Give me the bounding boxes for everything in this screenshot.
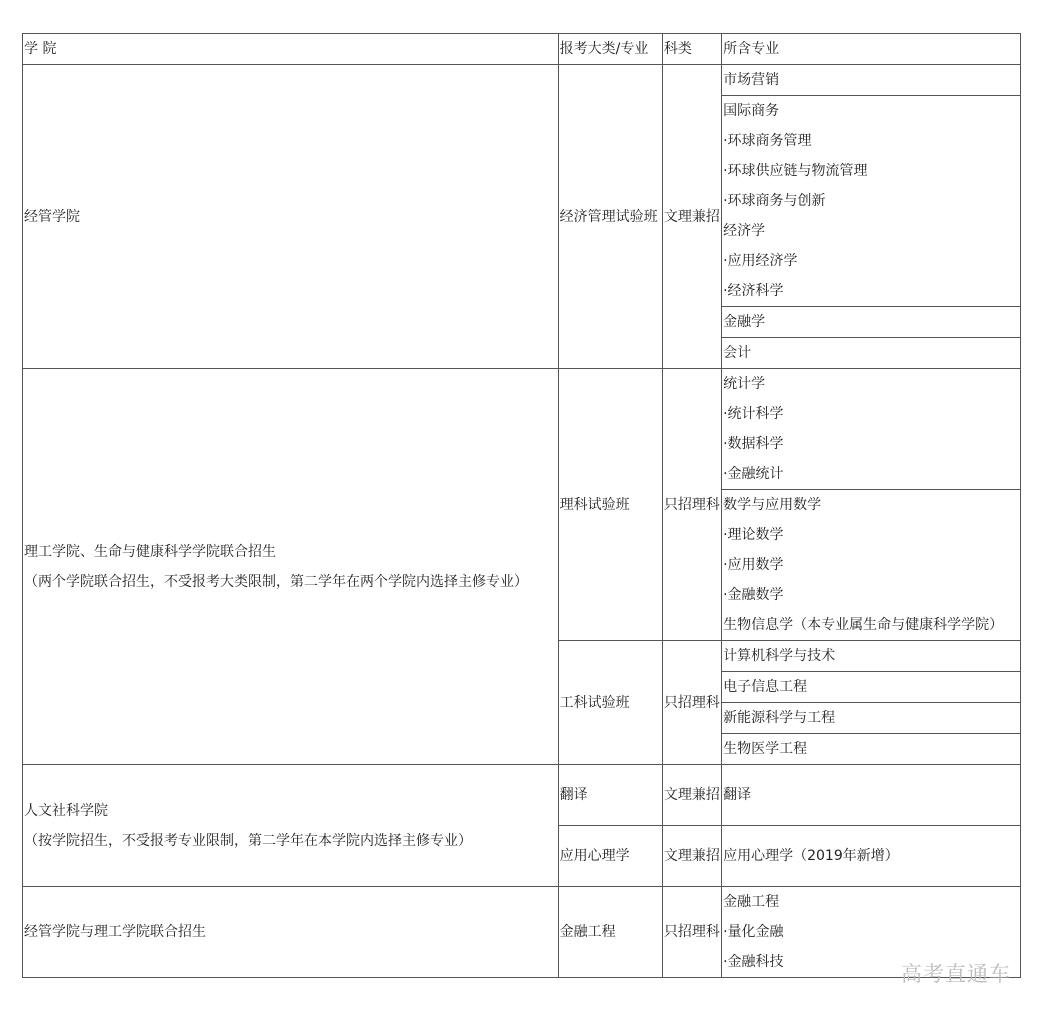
majors-cell (722, 96, 1021, 307)
majors-cell (722, 65, 1021, 96)
major-item: ·应用经济学 (723, 253, 798, 269)
category-cell: 翻译 (558, 765, 662, 826)
header-college: 学 院 (23, 34, 559, 65)
table-row (23, 65, 1021, 96)
header-kelei: 科类 (662, 34, 721, 65)
major-item: ·数据科学 (723, 436, 784, 452)
major-item: ·统计科学 (723, 406, 784, 422)
college-title: 理工学院、生命与健康科学学院联合招生 (24, 543, 276, 560)
header-category: 报考大类/专业 (558, 34, 662, 65)
major-item: ·环球供应链与物流管理 (723, 163, 868, 179)
table-row (23, 369, 1021, 490)
college-title: 经管学院 (24, 208, 80, 225)
majors-cell: 生物医学工程 (722, 734, 1021, 765)
category-cell: 应用心理学 (558, 826, 662, 887)
major-item: ·环球商务管理 (723, 133, 812, 149)
majors-cell (722, 307, 1021, 338)
college-title: 经管学院与理工学院联合招生 (24, 924, 206, 940)
major-item: 生物信息学（本专业属生命与健康科学学院） (723, 617, 1004, 633)
category-cell: 经济管理试验班 (558, 65, 662, 369)
major-item: 国际商务 (723, 103, 780, 119)
major-item: ·应用数学 (723, 557, 784, 573)
watermark: 高考直通车 (901, 962, 1011, 986)
kelei-cell: 文理兼招 (662, 826, 721, 887)
major-item: 统计学 (723, 376, 766, 392)
college-name (23, 765, 559, 887)
kelei-cell: 文理兼招 (662, 765, 721, 826)
major-item: ·量化金融 (723, 924, 784, 940)
category-cell: 金融工程 (558, 887, 662, 978)
kelei-cell: 只招理科 (662, 887, 721, 978)
kelei-cell: 只招理科 (662, 641, 721, 765)
majors-cell (722, 369, 1021, 490)
college-note: （按学院招生，不受报考专业限制，第二学年在本学院内选择主修专业） (24, 832, 472, 849)
college-name (23, 65, 559, 369)
college-note: （两个学院联合招生，不受报考大类限制，第二学年在两个学院内选择主修专业） (24, 573, 528, 590)
major-item: 金融工程 (723, 894, 780, 910)
major-item: 市场营销 (723, 72, 780, 88)
table-row (23, 765, 1021, 826)
majors-cell: 翻译 (722, 765, 1021, 826)
major-item: ·理论数学 (723, 527, 784, 543)
majors-table (22, 33, 1021, 978)
majors-cell: 电子信息工程 (722, 672, 1021, 703)
major-item: ·金融统计 (723, 466, 784, 482)
majors-cell: 应用心理学（2019年新增） (722, 826, 1021, 887)
category-cell: 理科试验班 (558, 369, 662, 641)
major-item: 数学与应用数学 (723, 497, 822, 513)
kelei-cell: 文理兼招 (662, 65, 721, 369)
major-item: ·经济科学 (723, 283, 784, 299)
major-item: 经济学 (723, 223, 766, 239)
majors-cell: 新能源科学与工程 (722, 703, 1021, 734)
majors-cell (722, 490, 1021, 641)
college-title: 人文社科学院 (24, 802, 108, 819)
college-name (23, 887, 559, 978)
category-cell: 工科试验班 (558, 641, 662, 765)
majors-cell (722, 338, 1021, 369)
kelei-cell: 只招理科 (662, 369, 721, 641)
major-item: 金融学 (723, 314, 766, 330)
college-name (23, 369, 559, 765)
major-item: 会计 (723, 345, 752, 361)
header-majors: 所含专业 (722, 34, 1021, 65)
major-item: ·金融数学 (723, 587, 784, 603)
header-row (23, 34, 1021, 65)
majors-cell: 计算机科学与技术 (722, 641, 1021, 672)
table-row (23, 887, 1021, 978)
major-item: ·金融科技 (723, 954, 784, 970)
major-item: ·环球商务与创新 (723, 193, 826, 209)
